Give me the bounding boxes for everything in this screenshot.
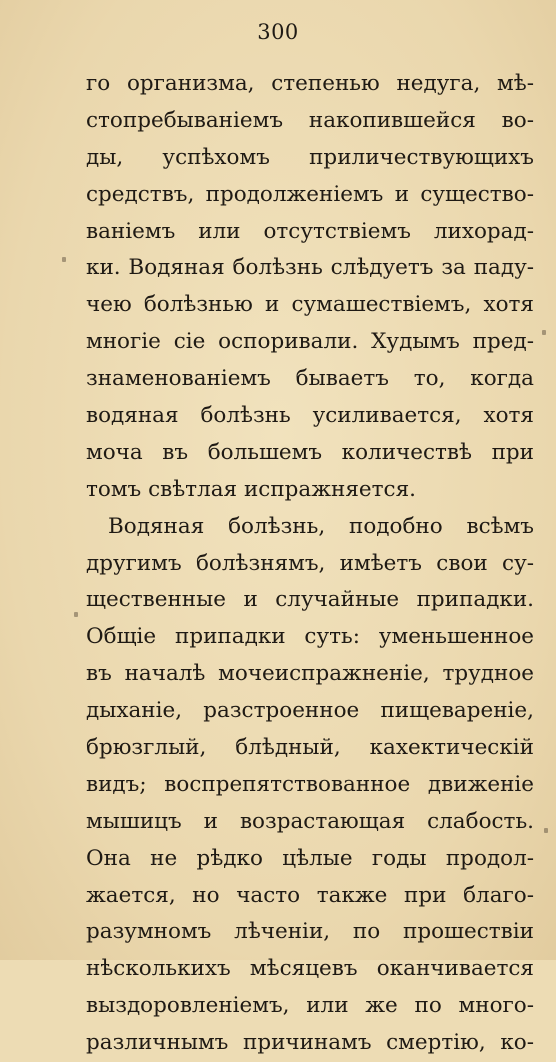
text-line: мышицъ и возрастающая слабость. (86, 808, 534, 834)
text-line: средствъ, продолженіемъ и существо- (86, 181, 534, 207)
text-line: Она не рѣдко цѣлые годы продол- (86, 845, 534, 871)
text-line: жается, но часто также при благо- (86, 882, 534, 908)
text-line: видъ; воспрепятствованное движеніе (86, 771, 534, 797)
page-number: 300 (257, 20, 299, 44)
text-line: чею болѣзнью и сумашествіемъ, хотя (86, 292, 534, 318)
text-line: различнымъ причинамъ смертію, ко- (86, 1030, 534, 1056)
text-line: стопребываніемъ накопившейся во- (86, 107, 534, 133)
text-line: ваніемъ или отсутствіемъ лихорад- (86, 218, 534, 244)
text-line: въ началѣ мочеиспражненіе, трудное (86, 661, 534, 687)
text-line: нѣсколькихъ мѣсяцевъ оканчивается (86, 956, 534, 982)
paper-speck (62, 257, 66, 262)
text-line: другимъ болѣзнямъ, имѣетъ свои су- (86, 550, 534, 576)
text-line: дыханіе, разстроенное пищевареніе, (86, 698, 534, 724)
text-line: выздоровленіемъ, или же по много- (86, 993, 534, 1019)
text-line: Общіе припадки суть: уменьшенное (86, 624, 534, 650)
text-line: разумномъ лѣченіи, по прошествіи (86, 919, 534, 945)
paragraph-start-line: Водяная болѣзнь, подобно всѣмъ (108, 513, 534, 539)
text-line: многіе сіе оспоривали. Худымъ пред- (86, 329, 534, 355)
paper-speck (544, 828, 548, 833)
text-line: моча въ большемъ количествѣ при (86, 439, 534, 465)
text-line: знаменованіемъ бываетъ то, когда (86, 366, 534, 392)
paragraph-end-line: томъ свѣтлая испражняется. (86, 476, 416, 502)
text-line: ды, успѣхомъ приличествующихъ (86, 144, 534, 170)
paper-speck (74, 612, 78, 617)
paper-speck (542, 330, 546, 335)
text-line: щественные и случайные припадки. (86, 587, 534, 613)
body-text (86, 66, 534, 1062)
text-line: брюзглый, блѣдный, кахектическій (86, 735, 534, 761)
text-line: водяная болѣзнь усиливается, хотя (86, 403, 534, 429)
text-line: го организма, степенью недуга, мѣ- (86, 71, 534, 96)
text-line: ки. Водяная болѣзнь слѣдуетъ за паду- (86, 255, 534, 281)
